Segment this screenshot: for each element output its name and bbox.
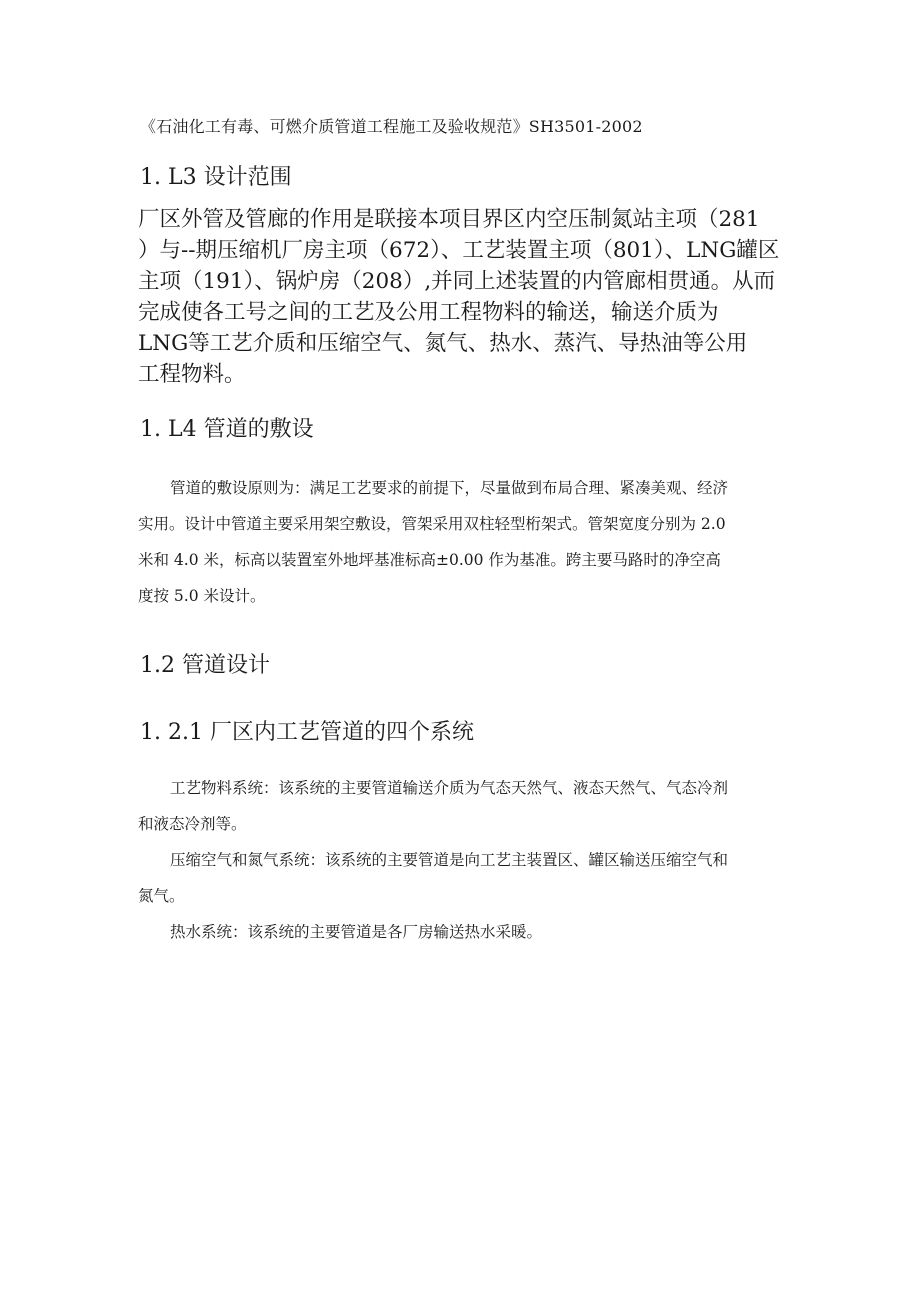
scope-line: 主项（191）、锅炉房（208）,并同上述装置的内管廊相贯通。从而 bbox=[138, 269, 776, 294]
compressed-air-line: 压缩空气和氮气系统：该系统的主要管道是向工艺主装置区、罐区输送压缩空气和 bbox=[170, 851, 729, 869]
heading-1-1-3: 1. L3 设计范围 bbox=[140, 165, 292, 190]
laying-line: 米和 4.0 米，标高以装置室外地坪基准标高±0.00 作为基准。跨主要马路时的净空高 bbox=[138, 551, 721, 569]
heading-1-2: 1.2 管道设计 bbox=[140, 653, 270, 678]
process-material-line: 和液态冷剂等。 bbox=[138, 815, 247, 833]
process-material-line: 工艺物料系统：该系统的主要管道输送介质为气态天然气、液态天然气、气态冷剂 bbox=[170, 779, 729, 797]
scope-line: 厂区外管及管廊的作用是联接本项目界区内空压制氮站主项（281 bbox=[138, 207, 760, 232]
laying-line: 度按 5.0 米设计。 bbox=[138, 587, 266, 605]
reference-standard: 《石油化工有毒、可燃介质管道工程施工及验收规范》SH3501-2002 bbox=[140, 117, 643, 136]
compressed-air-paragraph bbox=[138, 842, 788, 914]
scope-line: 完成使各工号之间的工艺及公用工程物料的输送，输送介质为 bbox=[138, 300, 719, 325]
scope-line: ）与--期压缩机厂房主项（672）、工艺装置主项（801）、LNG罐区 bbox=[138, 238, 780, 263]
compressed-air-line: 氮气。 bbox=[138, 887, 185, 905]
laying-paragraph bbox=[138, 470, 788, 614]
hot-water-paragraph bbox=[138, 914, 788, 950]
scope-paragraph bbox=[138, 204, 788, 390]
scope-line: LNG等工艺介质和压缩空气、氮气、热水、蒸汽、导热油等公用 bbox=[138, 331, 748, 356]
laying-line: 实用。设计中管道主要采用架空敷设，管架采用双柱轻型桁架式。管架宽度分别为 2.0 bbox=[138, 515, 726, 533]
hot-water-line: 热水系统：该系统的主要管道是各厂房输送热水采暖。 bbox=[170, 923, 543, 941]
laying-line: 管道的敷设原则为：满足工艺要求的前提下，尽量做到布局合理、紧凑美观、经济 bbox=[170, 479, 729, 497]
process-material-paragraph bbox=[138, 770, 788, 842]
scope-line: 工程物料。 bbox=[138, 362, 246, 387]
heading-1-2-1: 1. 2.1 厂区内工艺管道的四个系统 bbox=[140, 720, 474, 745]
heading-1-1-4: 1. L4 管道的敷设 bbox=[140, 417, 314, 442]
